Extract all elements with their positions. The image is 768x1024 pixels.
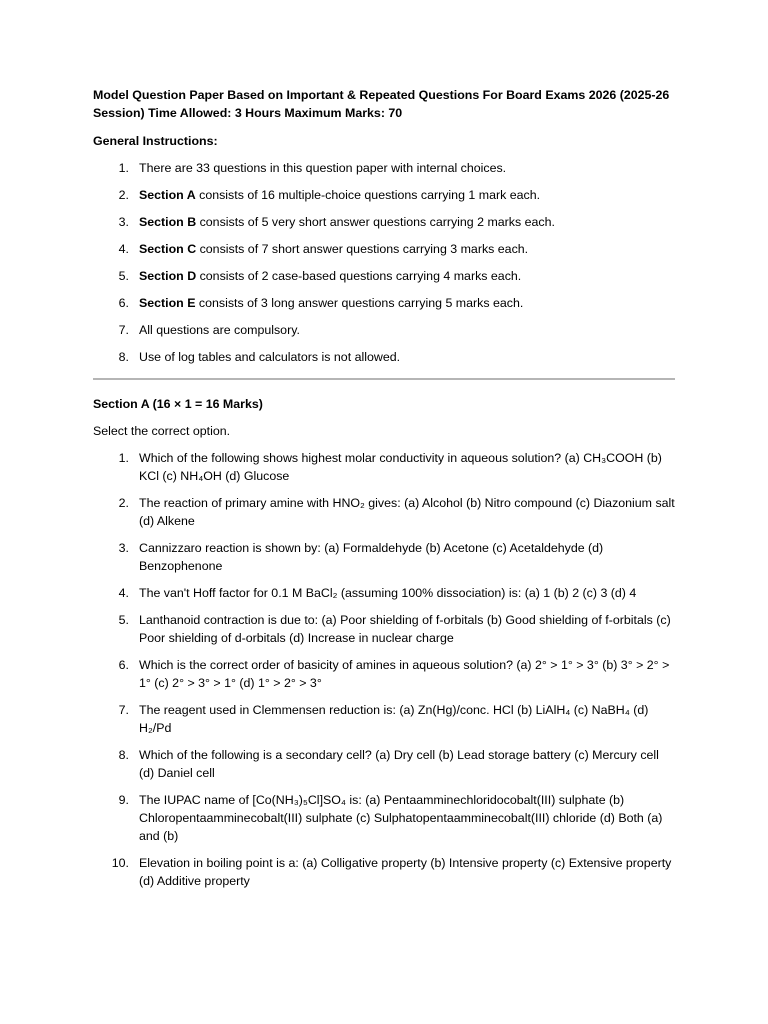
instructions-list	[93, 159, 675, 366]
question-item	[93, 584, 675, 602]
question-text: Cannizzaro reaction is shown by: (a) Formaldehyde (b) Acetone (c) Acetaldehyde (d) Benzophenone	[139, 541, 604, 573]
question-number: 2.	[118, 496, 129, 510]
instruction-item	[93, 294, 675, 312]
instruction-item	[93, 213, 675, 231]
question-item	[93, 449, 675, 485]
instruction-section: Section A	[139, 188, 196, 202]
question-item	[93, 854, 675, 890]
instruction-number: 2.	[118, 188, 129, 202]
instruction-number: 1.	[118, 161, 129, 175]
section-divider	[93, 378, 675, 380]
section-a-prompt: Select the correct option.	[93, 424, 231, 438]
section-a-heading: Section A (16 × 1 = 16 Marks)	[93, 397, 263, 411]
instruction-item	[93, 186, 675, 204]
question-text: The reaction of primary amine with HNO₂ gives: (a) Alcohol (b) Nitro compound (c) Diazonium salt (d) Alkene	[139, 496, 675, 528]
instruction-text: There are 33 questions in this question paper with internal choices.	[139, 161, 507, 175]
question-text: The van't Hoff factor for 0.1 M BaCl₂ (assuming 100% dissociation) is: (a) 1 (b) 2 (c) 3 (d) 4	[139, 586, 637, 600]
instruction-item	[93, 240, 675, 258]
instruction-section: Section C	[139, 242, 197, 256]
instruction-text: consists of 16 multiple-choice questions carrying 1 mark each.	[195, 188, 541, 202]
instruction-number: 4.	[118, 242, 129, 256]
question-text: Which of the following is a secondary cell? (a) Dry cell (b) Lead storage battery (c) Mercury cell (d) Daniel cell	[139, 748, 659, 780]
question-item	[93, 656, 675, 692]
question-text: Which is the correct order of basicity of amines in aqueous solution? (a) 2° > 1° > 3° (b) 3° > 2° > 1° (c) 2° > 3° > 1° (d) 1° > 2° > 3°	[139, 658, 670, 690]
questions-list	[93, 449, 675, 890]
instruction-section: Section E	[139, 296, 196, 310]
instruction-section: Section D	[139, 269, 197, 283]
document-title: Model Question Paper Based on Important & Repeated Questions For Board Exams 2026 (2025-26 Session) Time Allowed: 3 Hours Maximum Marks: 70	[93, 88, 670, 120]
question-item	[93, 539, 675, 575]
question-item	[93, 494, 675, 530]
question-item	[93, 611, 675, 647]
question-number: 4.	[118, 586, 129, 600]
instruction-text: consists of 3 long answer questions carrying 5 marks each.	[195, 296, 524, 310]
question-number: 9.	[118, 793, 129, 807]
instruction-text: consists of 2 case-based questions carrying 4 marks each.	[196, 269, 522, 283]
instructions-heading: General Instructions:	[93, 134, 218, 148]
instruction-text: consists of 5 very short answer questions carrying 2 marks each.	[196, 215, 555, 229]
instruction-number: 7.	[118, 323, 129, 337]
question-text: The reagent used in Clemmensen reduction is: (a) Zn(Hg)/conc. HCl (b) LiAlH₄ (c) NaBH₄ (d) H₂/Pd	[139, 703, 649, 735]
question-item	[93, 791, 675, 845]
question-text: The IUPAC name of [Co(NH₃)₅Cl]SO₄ is: (a) Pentaamminechloridocobalt(III) sulphate (b) Chloropentaamminecobalt(III) sulphate (c) Sulphatopentaamminecobalt(III) chloride (d) Both (a) and (b)	[139, 793, 663, 843]
question-number: 8.	[118, 748, 129, 762]
question-number: 1.	[118, 451, 129, 465]
question-text: Which of the following shows highest molar conductivity in aqueous solution? (a) CH₃COOH (b) KCl (c) NH₄OH (d) Glucose	[139, 451, 662, 483]
instruction-number: 3.	[118, 215, 129, 229]
question-text: Elevation in boiling point is a: (a) Colligative property (b) Intensive property (c) Extensive property (d) Additive property	[139, 856, 672, 888]
instruction-text: Use of log tables and calculators is not allowed.	[139, 350, 401, 364]
question-number: 10.	[111, 856, 129, 870]
question-text: Lanthanoid contraction is due to: (a) Poor shielding of f-orbitals (b) Good shielding of f-orbitals (c) Poor shielding of d-orbitals (d) Increase in nuclear charge	[139, 613, 671, 645]
question-number: 6.	[118, 658, 129, 672]
instruction-number: 5.	[118, 269, 129, 283]
instruction-number: 6.	[118, 296, 129, 310]
instruction-number: 8.	[118, 350, 129, 364]
question-item	[93, 701, 675, 737]
instruction-item	[93, 267, 675, 285]
question-item	[93, 746, 675, 782]
instruction-text: All questions are compulsory.	[139, 323, 300, 337]
question-number: 3.	[118, 541, 129, 555]
instruction-item	[93, 348, 675, 366]
instruction-text: consists of 7 short answer questions carrying 3 marks each.	[196, 242, 529, 256]
instruction-section: Section B	[139, 215, 197, 229]
instruction-item	[93, 321, 675, 339]
question-number: 5.	[118, 613, 129, 627]
question-number: 7.	[118, 703, 129, 717]
instruction-item	[93, 159, 675, 177]
